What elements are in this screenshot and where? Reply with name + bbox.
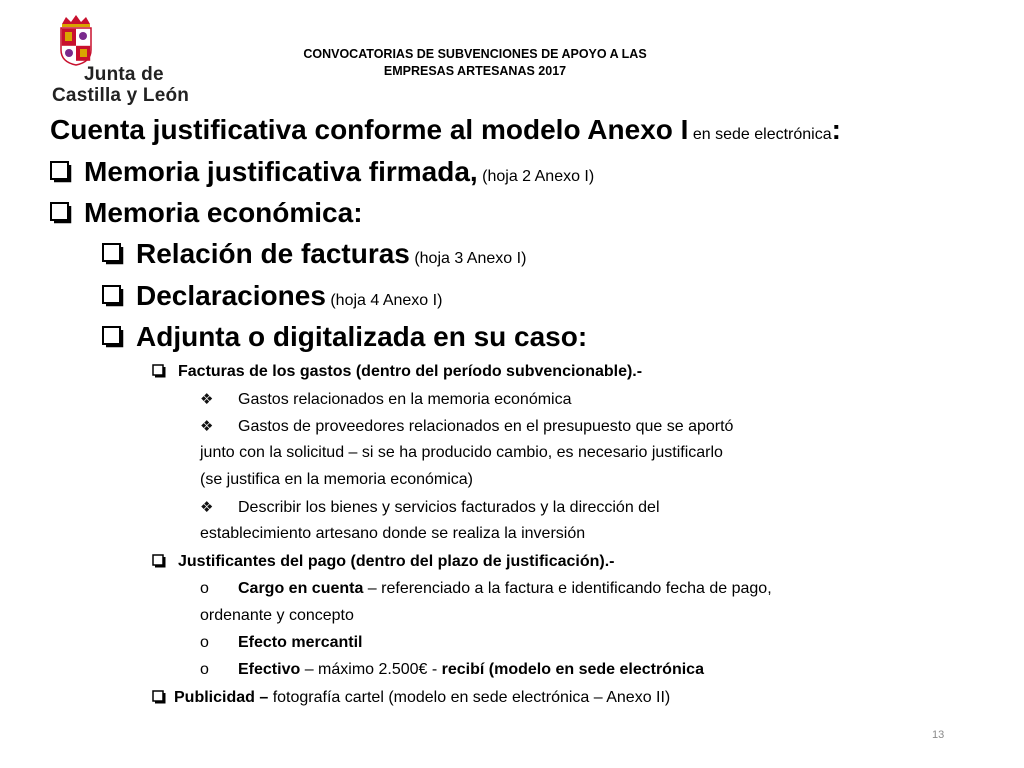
- checkbox-bullet-icon: [152, 690, 166, 704]
- list-item-memoria-justificativa: [50, 156, 594, 188]
- facturas-bullet-1: [200, 390, 572, 409]
- facturas-bullet-2-cont2: [200, 471, 473, 489]
- list-item-memoria-economica: [50, 197, 363, 229]
- logo-text-line1: Junta de: [84, 64, 164, 85]
- cargo-label: Cargo en cuenta: [238, 580, 364, 597]
- diamond-bullet-icon: ❖: [200, 418, 214, 435]
- junta-castilla-leon-logo: [46, 14, 196, 106]
- bullet-text: Gastos relacionados en la memoria económica: [238, 391, 572, 408]
- checkbox-bullet-icon: [102, 326, 124, 348]
- facturas-title: Facturas de los gastos (dentro del período subvencionable).-: [178, 363, 643, 380]
- efectivo-label: Efectivo: [238, 661, 301, 678]
- cargo-en-cuenta-cont: [200, 607, 354, 625]
- coat-of-arms-icon: [56, 14, 96, 66]
- checkbox-bullet-icon: [152, 364, 166, 378]
- header-title-line1: CONVOCATORIAS DE SUBVENCIONES DE APOYO A LAS: [303, 47, 647, 61]
- logo-text-line2: Castilla y León: [52, 85, 190, 106]
- main-heading-note: en sede electrónica: [688, 126, 832, 143]
- facturas-bullet-3-cont: [200, 525, 585, 543]
- page-number: 13: [932, 729, 945, 741]
- slide-header-title: [250, 46, 700, 80]
- circle-bullet-icon: o: [200, 580, 209, 597]
- publicidad-item: [152, 689, 670, 707]
- facturas-bullet-2-cont: [200, 444, 723, 462]
- circle-bullet-icon: o: [200, 634, 209, 651]
- header-title-line2: EMPRESAS ARTESANAS 2017: [383, 64, 567, 78]
- publicidad-label: Publicidad –: [174, 689, 269, 706]
- bullet-text: Gastos de proveedores relacionados en el presupuesto que se aportó: [238, 418, 734, 435]
- efectivo-recibi: recibí (modelo en sede electrónica: [441, 661, 704, 678]
- main-heading-colon: :: [831, 114, 841, 145]
- item-label: Relación de facturas: [136, 238, 410, 269]
- checkbox-bullet-icon: [102, 243, 124, 265]
- efecto-mercantil: [200, 634, 362, 652]
- checkbox-bullet-icon: [50, 161, 72, 183]
- efectivo-text: – máximo 2.500€ -: [300, 661, 442, 678]
- diamond-bullet-icon: ❖: [200, 499, 214, 516]
- item-label: Adjunta o digitalizada en su caso:: [136, 321, 588, 352]
- bullet-text: (se justifica en la memoria económica): [200, 471, 473, 488]
- bullet-text: establecimiento artesano donde se realiza la inversión: [200, 525, 586, 542]
- logo-wordmark: [52, 64, 189, 106]
- checkbox-bullet-icon: [50, 202, 72, 224]
- circle-bullet-icon: o: [200, 661, 209, 678]
- efectivo: [200, 661, 704, 679]
- sublist-item-adjunta: [102, 321, 587, 353]
- facturas-bullet-3: [200, 498, 660, 517]
- diamond-bullet-icon: ❖: [200, 391, 214, 408]
- checkbox-bullet-icon: [152, 554, 166, 568]
- item-note: (hoja 2 Anexo I): [477, 168, 595, 185]
- bullet-text: junto con la solicitud – si se ha producido cambio, es necesario justificarlo: [200, 444, 723, 461]
- item-label: Memoria económica:: [84, 197, 363, 228]
- justificantes-heading: [152, 553, 615, 571]
- item-label: Declaraciones: [136, 280, 326, 311]
- item-note: (hoja 3 Anexo I): [409, 250, 527, 267]
- cargo-en-cuenta: [200, 580, 772, 598]
- item-label: Memoria justificativa firmada,: [84, 156, 478, 187]
- efecto-label: Efecto mercantil: [238, 634, 363, 651]
- facturas-heading: [152, 363, 642, 381]
- checkbox-bullet-icon: [102, 285, 124, 307]
- justificantes-title: Justificantes del pago (dentro del plazo de justificación).-: [178, 553, 615, 570]
- cargo-text: – referenciado a la factura e identificando fecha de pago,: [363, 580, 772, 597]
- cargo-text-cont: ordenante y concepto: [200, 607, 354, 624]
- item-note: (hoja 4 Anexo I): [325, 292, 443, 309]
- sublist-item-declaraciones: [102, 280, 442, 312]
- bullet-text: Describir los bienes y servicios facturados y la dirección del: [238, 499, 660, 516]
- publicidad-text: fotografía cartel (modelo en sede electrónica – Anexo II): [268, 689, 671, 706]
- facturas-bullet-2: [200, 417, 733, 436]
- sublist-item-relacion-facturas: [102, 238, 526, 270]
- main-heading: [50, 114, 841, 146]
- main-heading-text: Cuenta justificativa conforme al modelo Anexo I: [50, 114, 689, 145]
